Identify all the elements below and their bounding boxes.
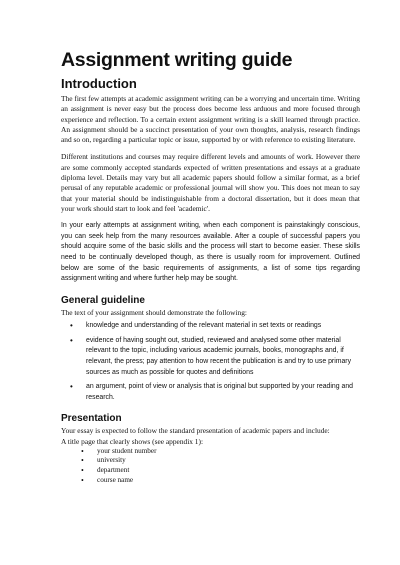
list-item: • knowledge and understanding of the relevant material in set texts or readings [82, 321, 360, 332]
presentation-intro: Your essay is expected to follow the standard presentation of academic papers and include: [61, 426, 330, 436]
intro-paragraph-2: Different institutions and courses may require different levels and amounts of work. However there are some commonly accepted standards expected of written presentations and essays at a graduate diploma level. Details may vary but all academic papers should follow a similar format, as a brief perusal of any reputable academic or professional journal will show you. This does not mean to say that your material should be indistinguishable from a doctoral dissertation, but it does mean that your work should start to look and feel 'academic'. [61, 152, 360, 213]
list-item: • your student number [93, 447, 360, 457]
list-item: • evidence of having sought out, studied, reviewed and analysed some other material relevant to the topic, including various academic journals, books, monographs and, if relevant, the press; pay attention to how recent the publication is and try to use primary sources as much as possible for quotes and definitions [82, 336, 360, 378]
general-guideline-list [61, 321, 360, 403]
general-guideline-intro: The text of your assignment should demonstrate the following: [61, 307, 247, 317]
intro-paragraph-3: In your early attempts at assignment writing, when each component is painstakingly conscious, you can seek help from the many resources available. After a couple of successful papers you should acquire some of the basic skills and the process will start to become easier. These skills need to be continually developed though, as there is usually room for improvement. Outlined below are some of the basic requirements of assignments, a list of some tips regarding assignment writing and where further help may be sought. [61, 222, 360, 283]
list-item: • an argument, point of view or analysis that is original but supported by your reading and research. [82, 382, 360, 403]
title-page-label: A title page that clearly shows (see appendix 1): [61, 436, 204, 446]
list-item: • course name [93, 476, 360, 486]
list-item: • department [93, 466, 360, 476]
introduction-heading: Introduction [61, 76, 137, 91]
general-guideline-heading: General guideline [61, 294, 145, 306]
intro-paragraph-1: The first few attempts at academic assignment writing can be a worrying and uncertain time. Writing an assignment is never easy but the process does become less arduous and more focused through experience and reflection. To a certain extent assignment writing is a skill learned through practice. An assignment should be a succinct presentation of your own thoughts, analysis, research findings and so on, regarding a particular topic or issue, supported by or with reference to existing literature. [61, 94, 360, 145]
list-item: • university [93, 456, 360, 466]
document-title: Assignment writing guide [61, 49, 293, 71]
title-page-list [61, 447, 360, 485]
presentation-heading: Presentation [61, 413, 122, 425]
